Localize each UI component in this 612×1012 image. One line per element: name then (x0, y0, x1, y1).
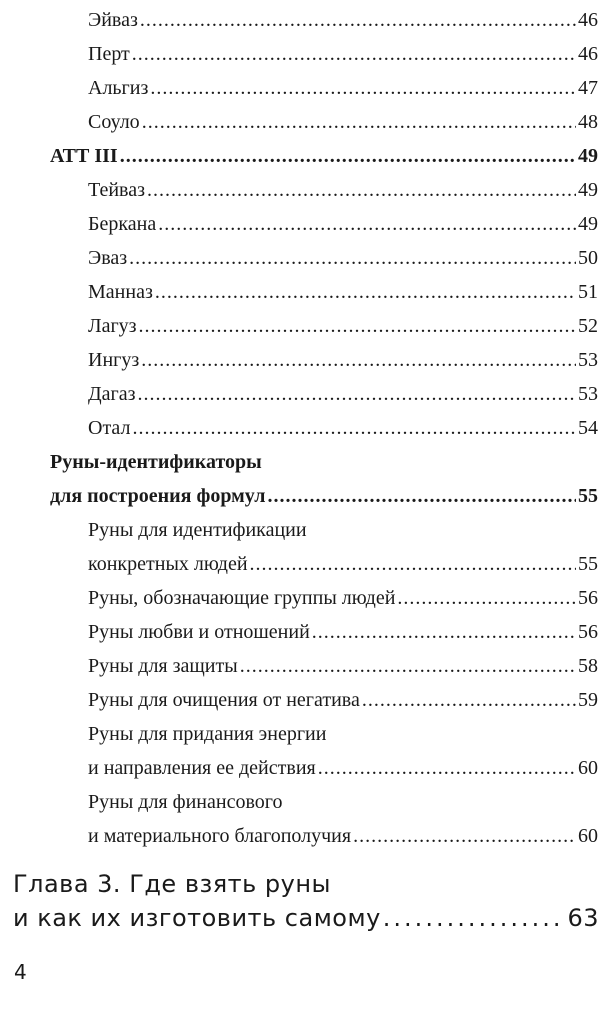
toc-section-title: АТТ III (50, 145, 118, 167)
dot-leader (250, 551, 576, 577)
toc-entry-laguz (88, 313, 598, 339)
dot-leader (120, 143, 576, 169)
toc-entry-title: Тейваз (88, 179, 145, 201)
dot-leader (132, 41, 576, 67)
toc-entry-eihwaz (88, 7, 598, 33)
toc-entry-page: 49 (578, 213, 598, 235)
toc-entry-title: Руны для очищения от негатива (88, 689, 360, 711)
toc-entry-title: Ингуз (88, 349, 140, 371)
dot-leader (397, 585, 576, 611)
toc-section-page: 49 (578, 145, 598, 167)
toc-entry-tiwaz (88, 177, 598, 203)
toc-entry-page: 49 (578, 179, 598, 201)
toc-entry-page: 48 (578, 111, 598, 133)
toc-entry-title: Дагаз (88, 383, 136, 405)
toc-entry-page: 52 (578, 315, 598, 337)
toc-entry-title: Руны для защиты (88, 655, 238, 677)
dot-leader (318, 755, 576, 781)
toc-entry-financial-runes (88, 823, 598, 849)
toc-chapter-3 (13, 903, 599, 933)
toc-section-page: 55 (578, 485, 598, 507)
toc-entry-title: Руны любви и отношений (88, 621, 310, 643)
toc-section-title-line1: Руны-идентификаторы (50, 451, 262, 473)
toc-entry-groups-of-people (88, 585, 598, 611)
page-number: 4 (14, 960, 27, 984)
toc-entry-page: 47 (578, 77, 598, 99)
toc-entry-page: 55 (578, 553, 598, 575)
toc-entry-title-line1: Руны для идентификации (88, 519, 307, 541)
toc-entry-cleansing-runes (88, 687, 598, 713)
chapter-title-line2: и как их изготовить самому (13, 904, 381, 932)
chapter-title-line1: Глава 3. Где взять руны (13, 870, 331, 898)
chapter-page: 63 (567, 904, 599, 932)
toc-entry-page: 59 (578, 689, 598, 711)
toc-entry-page: 50 (578, 247, 598, 269)
toc-entry-inguz (88, 347, 598, 373)
dot-leader (147, 177, 576, 203)
dot-leader (140, 7, 576, 33)
dot-leader (312, 619, 576, 645)
toc-section-title-line2: для построения формул (50, 485, 266, 507)
toc-entry-page: 60 (578, 825, 598, 847)
toc-entry-perth (88, 41, 598, 67)
dot-leader (138, 381, 577, 407)
toc-entry-title: Лагуз (88, 315, 137, 337)
toc-entry-title: Отал (88, 417, 131, 439)
dot-leader (240, 653, 576, 679)
dot-leader (150, 75, 576, 101)
toc-entry-berkana (88, 211, 598, 237)
toc-entry-title: Беркана (88, 213, 157, 235)
toc-entry-page: 53 (578, 383, 598, 405)
dot-leader (129, 245, 576, 271)
toc-entry-ehwaz (88, 245, 598, 271)
dot-leader (362, 687, 576, 713)
toc-entry-title: Альгиз (88, 77, 149, 99)
dot-leader (141, 347, 576, 373)
toc-entry-title: Руны, обозначающие группы людей (88, 587, 396, 609)
toc-entry-page: 58 (578, 655, 598, 677)
dot-leader (383, 903, 566, 933)
toc-entry-page: 46 (578, 43, 598, 65)
toc-entry-page: 60 (578, 757, 598, 779)
dot-leader (155, 279, 576, 305)
toc-entry-title: Эваз (88, 247, 128, 269)
dot-leader (132, 415, 576, 441)
toc-entry-energy-runes (88, 755, 598, 781)
toc-entry-othala (88, 415, 598, 441)
toc-entry-page: 51 (578, 281, 598, 303)
toc-section-rune-identifiers (50, 483, 598, 509)
dot-leader (268, 483, 577, 509)
toc-entry-title-line2: конкретных людей (88, 553, 248, 575)
dot-leader (353, 823, 576, 849)
toc-entry-page: 53 (578, 349, 598, 371)
toc-entry-page: 56 (578, 621, 598, 643)
toc-entry-title: Манназ (88, 281, 153, 303)
toc-entry-mannaz (88, 279, 598, 305)
toc-entry-title: Перт (88, 43, 130, 65)
toc-entry-title: Соуло (88, 111, 140, 133)
toc-entry-page: 56 (578, 587, 598, 609)
dot-leader (142, 109, 576, 135)
dot-leader (158, 211, 576, 237)
toc-entry-title: Эйваз (88, 9, 138, 31)
toc-entry-love-runes (88, 619, 598, 645)
toc-entry-identify-people (88, 551, 598, 577)
toc-entry-title-line2: и материального благополучия (88, 825, 352, 847)
toc-entry-protection-runes (88, 653, 598, 679)
toc-entry-algiz (88, 75, 598, 101)
dot-leader (139, 313, 576, 339)
toc-entry-title-line1: Руны для финансового (88, 791, 283, 813)
toc-section-att-3 (50, 143, 598, 169)
toc-entry-title-line1: Руны для придания энергии (88, 723, 327, 745)
toc-entry-page: 46 (578, 9, 598, 31)
toc-entry-title-line2: и направления ее действия (88, 757, 316, 779)
toc-entry-sowulo (88, 109, 598, 135)
toc-entry-dagaz (88, 381, 598, 407)
toc-entry-page: 54 (578, 417, 598, 439)
